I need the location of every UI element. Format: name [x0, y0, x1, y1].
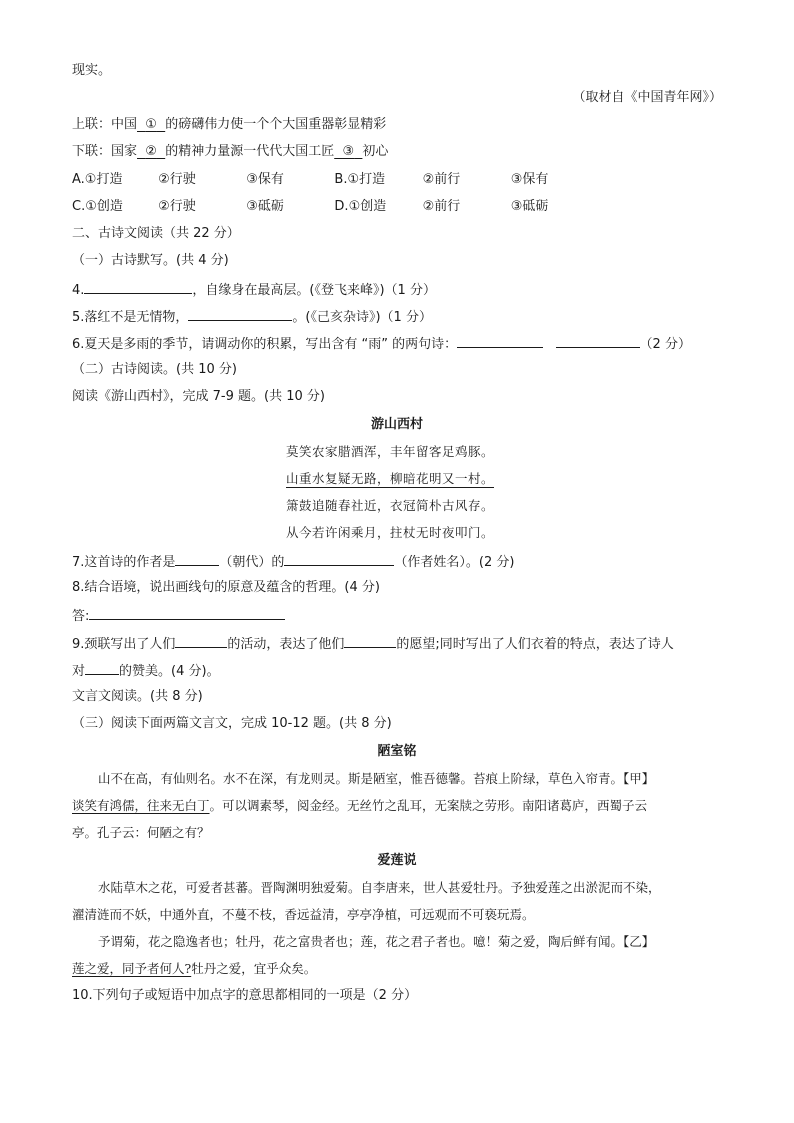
text2-line: 濯清涟而不妖，中通外直，不蔓不枝，香远益清，亭亭净植，可远观而不可亵玩焉。 — [72, 907, 535, 922]
text2-line: 予谓菊，花之隐逸者也；牡丹，花之富贵者也；莲，花之君子者也。噫！菊之爱，陶后鲜有闻。【乙】 — [98, 934, 655, 949]
answer-blank[interactable] — [344, 634, 396, 648]
question-10: 10.下列句子或短语中加点字的意思都相同的一项是（2 分） — [72, 988, 418, 1003]
poem-line-underlined: 山重水复疑无路，柳暗花明又一村。 — [286, 471, 495, 486]
part-heading-prose: （三）阅读下面两篇文言文，完成 10-12 题。(共 8 分) — [72, 716, 392, 731]
poem-instructions: 阅读《游山西村》，完成 7-9 题。(共 10 分) — [72, 389, 325, 404]
option-d-3: ③砥砺 — [510, 199, 549, 214]
answer-blank[interactable] — [175, 552, 219, 566]
continuation-text: 现实。 — [72, 63, 112, 78]
text2-line: 水陆草木之花，可爱者甚蕃。晋陶渊明独爱菊。自李唐来，世人甚爱牡丹。予独爱莲之出淤泥而不染， — [98, 880, 661, 895]
poem-line: 箫鼓追随春社近，衣冠简朴古风存。 — [286, 498, 495, 513]
answer-blank[interactable] — [556, 334, 640, 348]
question-7: 7.这首诗的作者是 （朝代）的 （作者姓名）。(2 分) — [72, 552, 514, 572]
text2-title: 爱莲说 — [377, 853, 417, 868]
answer-blank[interactable] — [188, 307, 292, 321]
question-6: 6.夏天是多雨的季节，请调动你的积累，写出含有 “雨” 的两句诗： （2 分） — [72, 334, 691, 354]
answer-blank[interactable] — [457, 334, 543, 348]
option-b-2: ②前行 — [422, 172, 461, 187]
text1-title: 陋室铭 — [377, 744, 417, 759]
couplet-upper: 上联：中国 ① 的磅礴伟力使一个个大国重器彰显精彩 — [72, 117, 387, 132]
question-8: 8.结合语境，说出画线句的原意及蕴含的哲理。(4 分) — [72, 580, 380, 595]
option-c-2: ②行驶 — [158, 199, 196, 214]
couplet-lower: 下联：国家 ② 的精神力量源一代代大国工匠 ③ 初心 — [72, 144, 389, 159]
text2-para-2 — [72, 928, 722, 982]
answer-blank[interactable] — [84, 280, 192, 294]
option-c-3: ③砥砺 — [246, 199, 284, 214]
part-heading-recitation: （一）古诗默写。(共 4 分) — [72, 253, 229, 268]
answer-blank[interactable] — [85, 661, 119, 675]
text2-underlined: 莲之爱，同予者何人? — [72, 961, 192, 976]
question-8-answer: 答: — [72, 606, 285, 626]
question-4: 4. ，自缘身在最高层。(《登飞来峰》)（1 分） — [72, 280, 436, 300]
option-d-1: D.①创造 — [334, 199, 387, 214]
option-b-1: B.①打造 — [334, 172, 386, 187]
poem-title: 游山西村 — [370, 417, 423, 432]
part-heading-poem: （二）古诗阅读。(共 10 分) — [72, 362, 237, 377]
section-heading-classical-prose: 文言文阅读。(共 8 分) — [72, 689, 203, 704]
source-citation: （取材自《中国青年网》） — [572, 90, 722, 105]
section-heading-classical: 二、古诗文阅读（共 22 分） — [72, 226, 240, 241]
option-row-ab — [72, 171, 548, 189]
question-9-line-1: 9.颈联写出了人们 的活动，表达了他们 的愿望;同时写出了人们衣着的特点，表达了诗人 — [72, 634, 674, 654]
poem-line: 莫笑农家腊酒浑，丰年留客足鸡豚。 — [286, 444, 495, 459]
poem-line: 从今若许闲乘月，拄杖无时夜叩门。 — [286, 525, 495, 540]
text2-para-1 — [72, 874, 722, 928]
option-a-3: ③保有 — [246, 172, 284, 187]
text1-underlined: 谈笑有鸿儒，往来无白丁 — [72, 798, 210, 813]
question-5: 5.落红不是无情物， 。(《己亥杂诗》)（1 分） — [72, 307, 432, 327]
text1-body: 山不在高，有仙则名。水不在深，有龙则灵。斯是陋室，惟吾德馨。苔痕上阶绿，草色入帘青。【甲】 谈笑有鸿儒，往来无白丁。可以调素琴，阅金经。无丝竹之乱耳，无案牍之劳形。南阳诸葛庐，西蜀子云 亭。孔子云：何陋之有？ — [72, 771, 655, 840]
option-a-2: ②行驶 — [158, 172, 196, 187]
answer-blank[interactable] — [284, 552, 394, 566]
option-c-1: C.①创造 — [72, 199, 123, 214]
option-d-2: ②前行 — [422, 199, 461, 214]
option-a-1: A.①打造 — [72, 172, 123, 187]
question-9-line-2: 对 的赞美。(4 分)。 — [72, 661, 220, 681]
option-row-cd — [72, 198, 548, 216]
answer-blank[interactable] — [175, 634, 227, 648]
answer-blank[interactable] — [89, 606, 285, 620]
option-b-3: ③保有 — [510, 172, 549, 187]
text2-line: 莲之爱，同予者何人?牡丹之爱，宜乎众矣。 — [72, 961, 317, 976]
